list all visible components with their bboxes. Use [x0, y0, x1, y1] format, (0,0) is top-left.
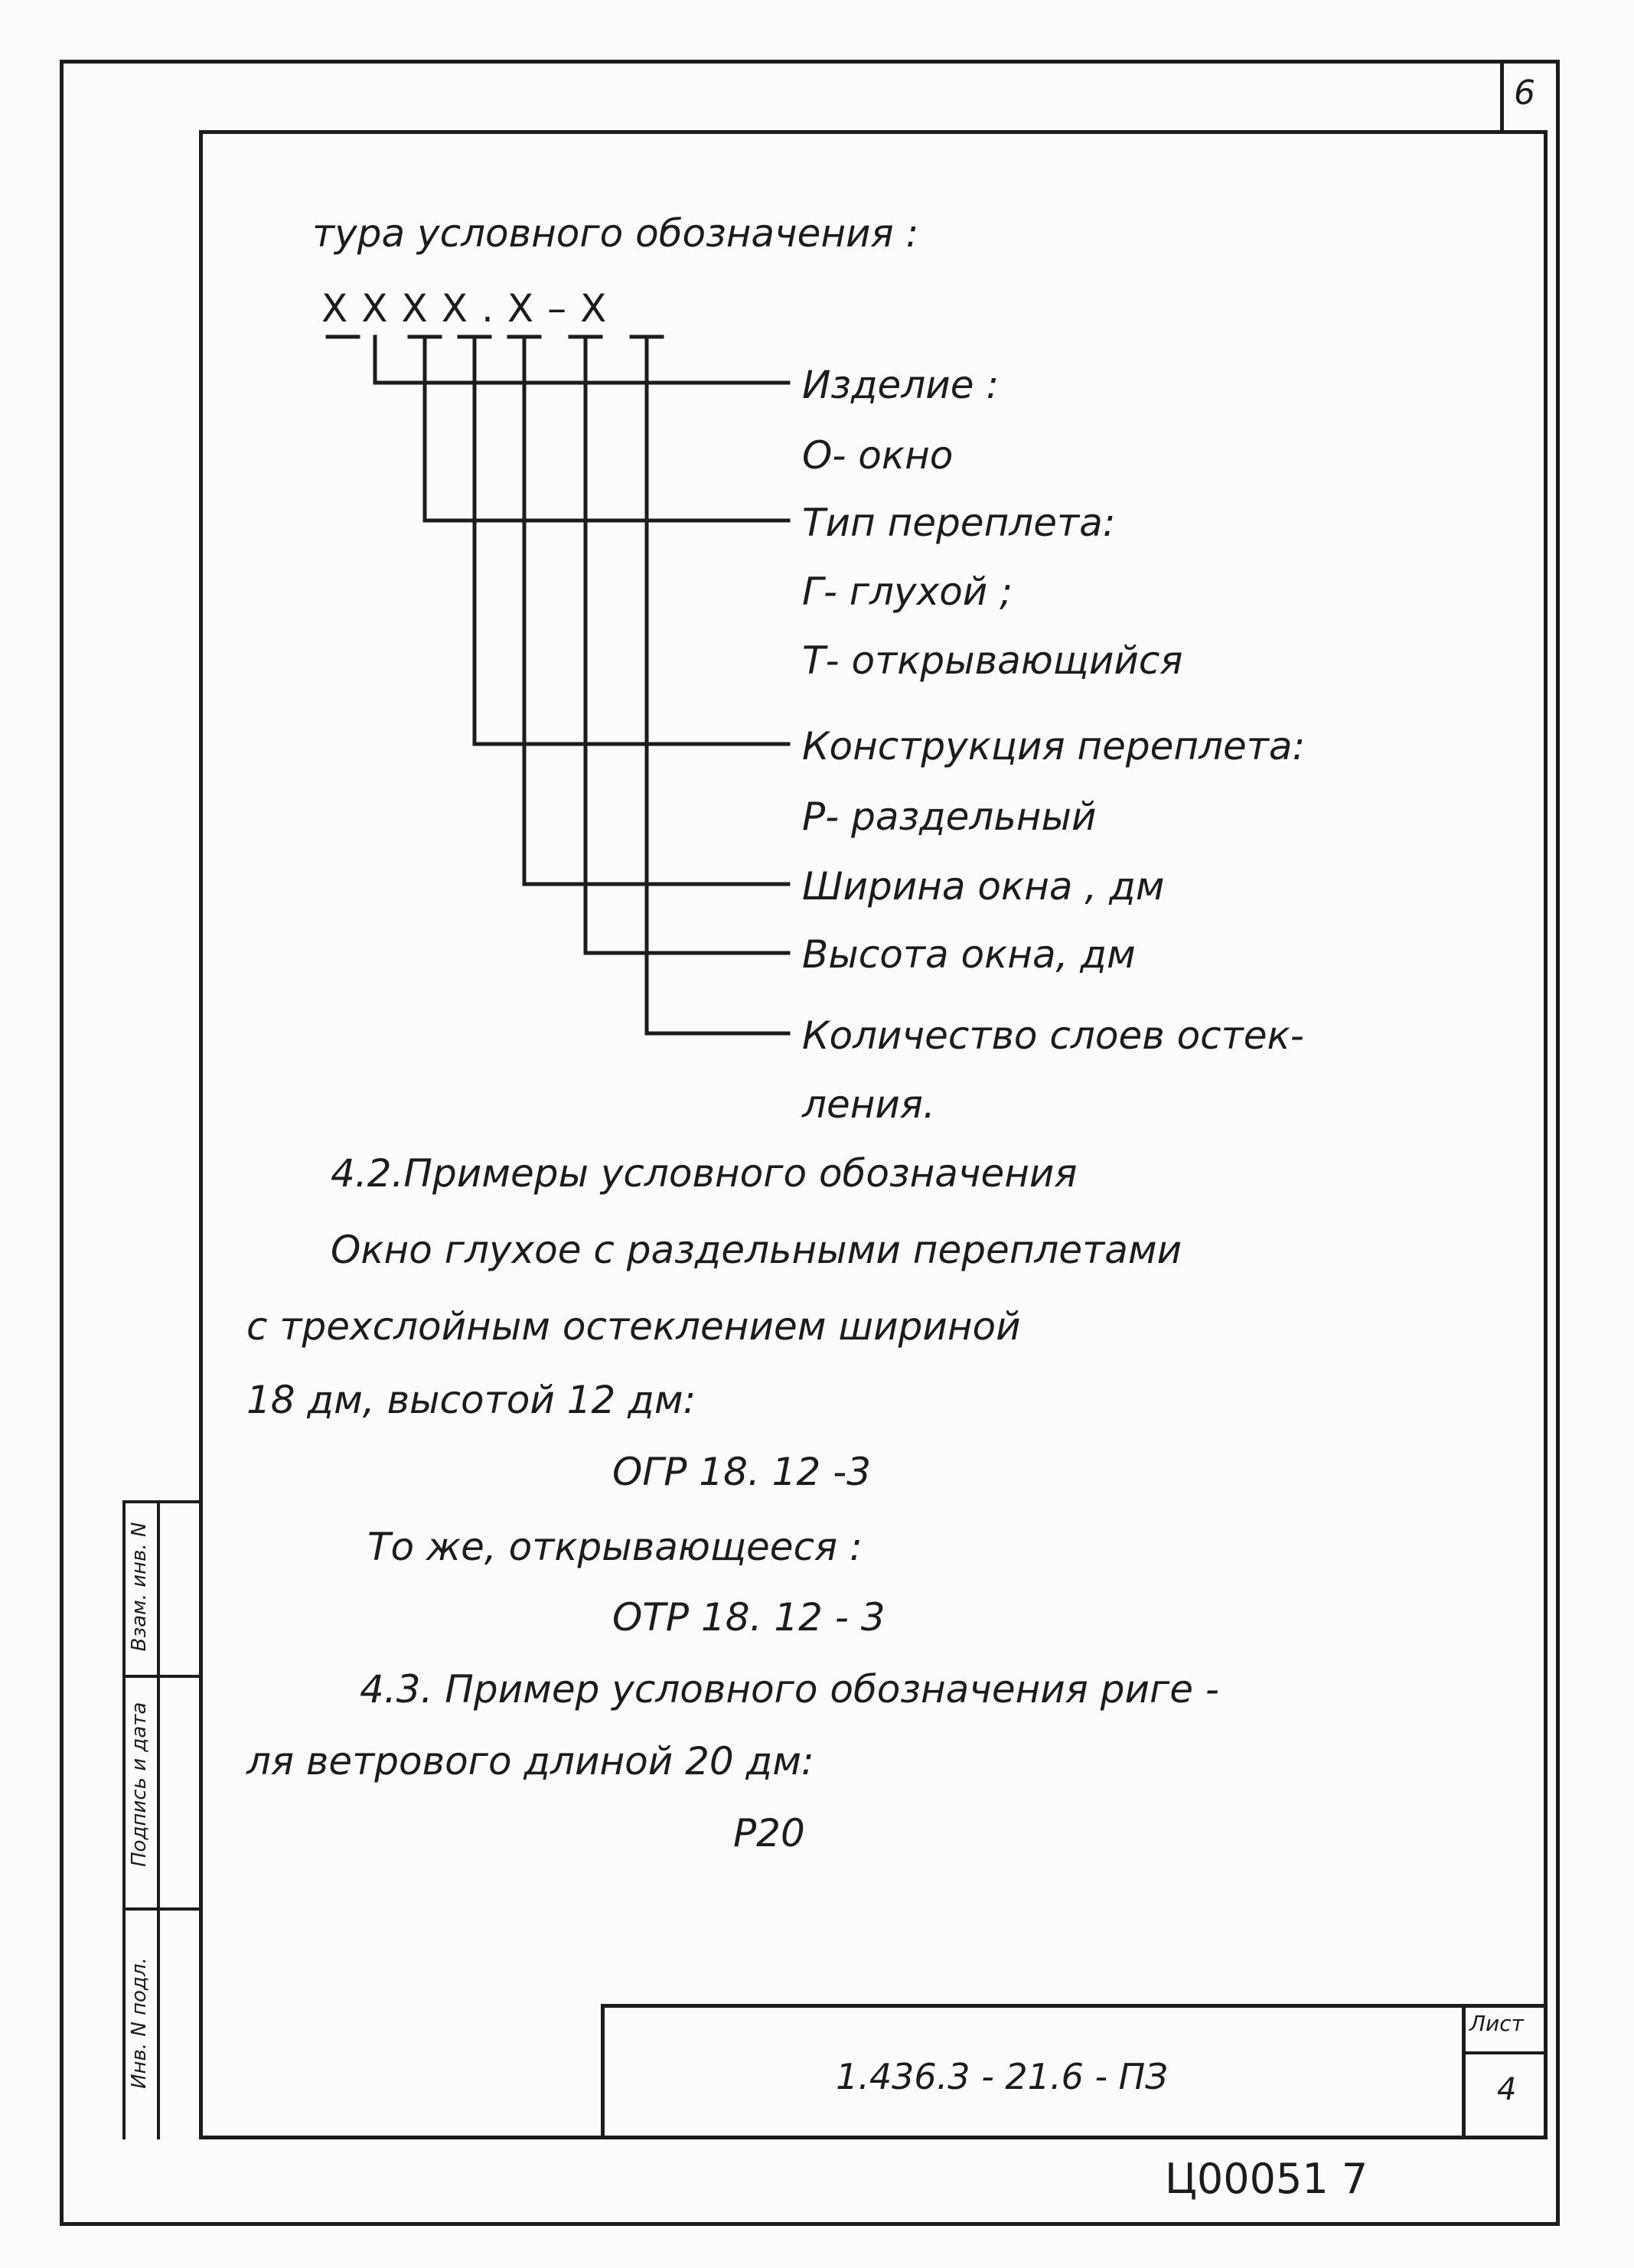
stamp-signature-date: Подпись и дата	[128, 1702, 151, 1867]
code-pattern: XXXX.X–X	[321, 286, 621, 331]
example2-text: То же, открывающееся :	[367, 1525, 863, 1569]
legend-item-height: Высота окна, дм	[802, 932, 1136, 977]
legend-item-glazing-layers-cont: ления.	[802, 1082, 935, 1127]
archive-number: Ц00051 7	[1165, 2155, 1368, 2203]
section-4-2-title: 4.2.Примеры условного обозначения	[331, 1151, 1078, 1196]
example1-line-2: с трехслойным остеклением шириной	[246, 1304, 1021, 1349]
stamp-inv-no: Инв. N подл.	[128, 1957, 151, 2089]
sheet-label: Лист	[1469, 2011, 1524, 2036]
corner-page-number: 6	[1514, 73, 1535, 113]
title-block-left	[601, 2004, 605, 2139]
legend-item-glazing-layers: Количество слоев остек-	[802, 1013, 1304, 1058]
stamp-top	[122, 1500, 199, 1503]
legend-item-opening: Т- открывающийся	[802, 638, 1183, 683]
title-block-top	[601, 2004, 1548, 2008]
document-code: 1.436.3 - 21.6 - ПЗ	[836, 2056, 1168, 2097]
legend-item-sash-type: Тип переплета:	[802, 501, 1116, 545]
stamp-outer-left	[122, 1500, 126, 2139]
example1-line-1: Окно глухое с раздельными переплетами	[331, 1228, 1182, 1272]
stamp-inner-divider	[157, 1500, 160, 2139]
example1-code: ОГР 18. 12 -3	[612, 1450, 872, 1494]
legend-item-width: Ширина окна , дм	[802, 864, 1165, 909]
section-4-3-line-2: ля ветрового длиной 20 дм:	[246, 1739, 814, 1783]
legend-item-window: О- окно	[802, 433, 954, 478]
intro-text: тура условного обозначения :	[312, 211, 919, 256]
legend-item-sash-construction: Конструкция переплета:	[802, 724, 1306, 769]
legend-item-fixed: Г- глухой ;	[802, 569, 1013, 614]
title-block-sheet-hline	[1462, 2051, 1548, 2054]
section-4-3-code: Р20	[733, 1811, 805, 1855]
legend-item-product: Изделие :	[802, 363, 1000, 407]
title-block-sheet-divider	[1462, 2004, 1466, 2139]
example2-code: ОТР 18. 12 - 3	[612, 1595, 885, 1640]
section-4-3-line-1: 4.3. Пример условного обозначения ригe -	[360, 1667, 1219, 1712]
stamp-row-2	[122, 1907, 199, 1911]
example1-line-3: 18 дм, высотой 12 дм:	[246, 1378, 696, 1422]
stamp-row-1	[122, 1675, 199, 1678]
legend-item-separate: Р- раздельный	[802, 795, 1097, 839]
stamp-replaces-inv: Взам. инв. N	[128, 1522, 151, 1652]
sheet-number: 4	[1497, 2072, 1517, 2107]
